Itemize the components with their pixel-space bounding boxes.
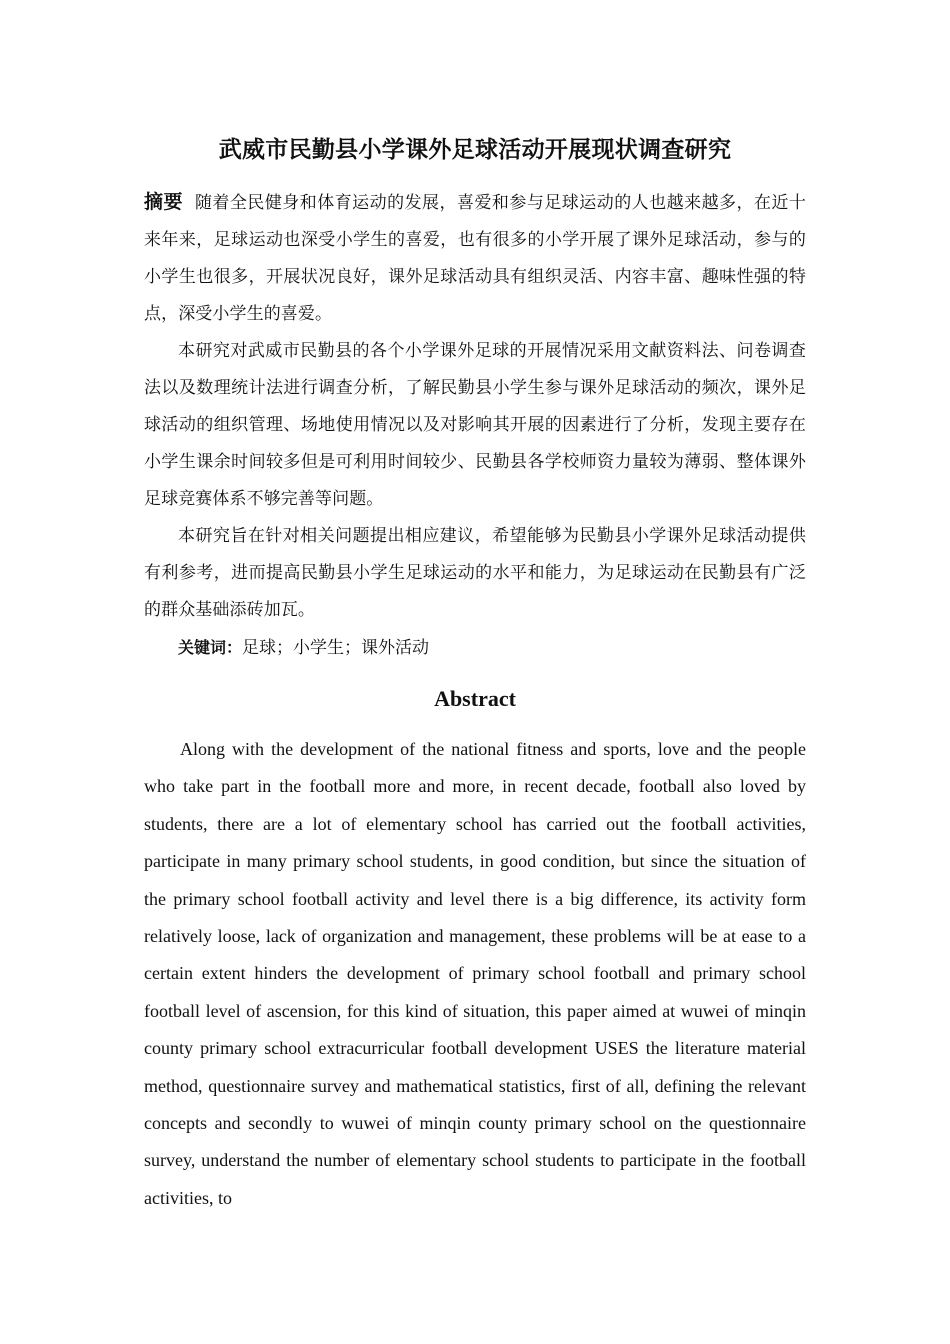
keywords-label: 关键词： <box>178 638 243 657</box>
abstract-en-heading: Abstract <box>434 686 516 711</box>
keywords-value: 足球；小学生；课外活动 <box>242 638 430 658</box>
document-page <box>144 130 806 1217</box>
abstract-cn-label: 摘要 <box>144 191 183 213</box>
abstract-cn-paragraph-2: 本研究对武威市民勤县的各个小学课外足球的开展情况采用文献资料法、问卷调查法以及数理统计法进行调查分析，了解民勤县小学生参与课外足球活动的频次，课外足球活动的组织管理、场地使用情况以及对影响其开展的因素进行了分析，发现主要存在小学生课余时间较多但是可利用时间较少、民勤县各学校师资力量较为薄弱、整体课外足球竞赛体系不够完善等问题。 <box>144 341 806 509</box>
page-title: 武威市民勤县小学课外足球活动开展现状调查研究 <box>218 137 732 163</box>
abstract-cn-paragraph-1 <box>144 184 806 333</box>
abstract-cn-paragraph-3: 本研究旨在针对相关问题提出相应建议，希望能够为民勤县小学课外足球活动提供有利参考，进而提高民勤县小学生足球运动的水平和能力，为足球运动在民勤县有广泛的群众基础添砖加瓦。 <box>144 526 806 620</box>
abstract-cn-text-1: 随着全民健身和体育运动的发展，喜爱和参与足球运动的人也越来越多，在近十来年来，足球运动也深受小学生的喜爱，也有很多的小学开展了课外足球活动，参与的小学生也很多，开展状况良好，课外足球活动具有组织灵活、内容丰富、趣味性强的特点，深受小学生的喜爱。 <box>144 193 807 324</box>
abstract-en-paragraph: Along with the development of the national fitness and sports, love and the people who take part in the football more and more, in recent decade, football also loved by students, there are a lot of elementary school has carried out the football activities, participate in many primary school students, in good condition, but since the situation of the primary school football activity and level there is a big difference, its activity form relatively loose, lack of organization and management, these problems will be at ease to a certain extent hinders the development of primary school football and primary school football level of ascension, for this kind of situation, this paper aimed at wuwei of minqin county primary school extracurricular football development USES the literature material method, questionnaire survey and mathematical statistics, first of all, defining the relevant concepts and secondly to wuwei of minqin county primary school on the questionnaire survey, understand the number of elementary school students to participate in the football activities, to <box>144 739 806 1208</box>
keywords-line <box>144 629 806 667</box>
